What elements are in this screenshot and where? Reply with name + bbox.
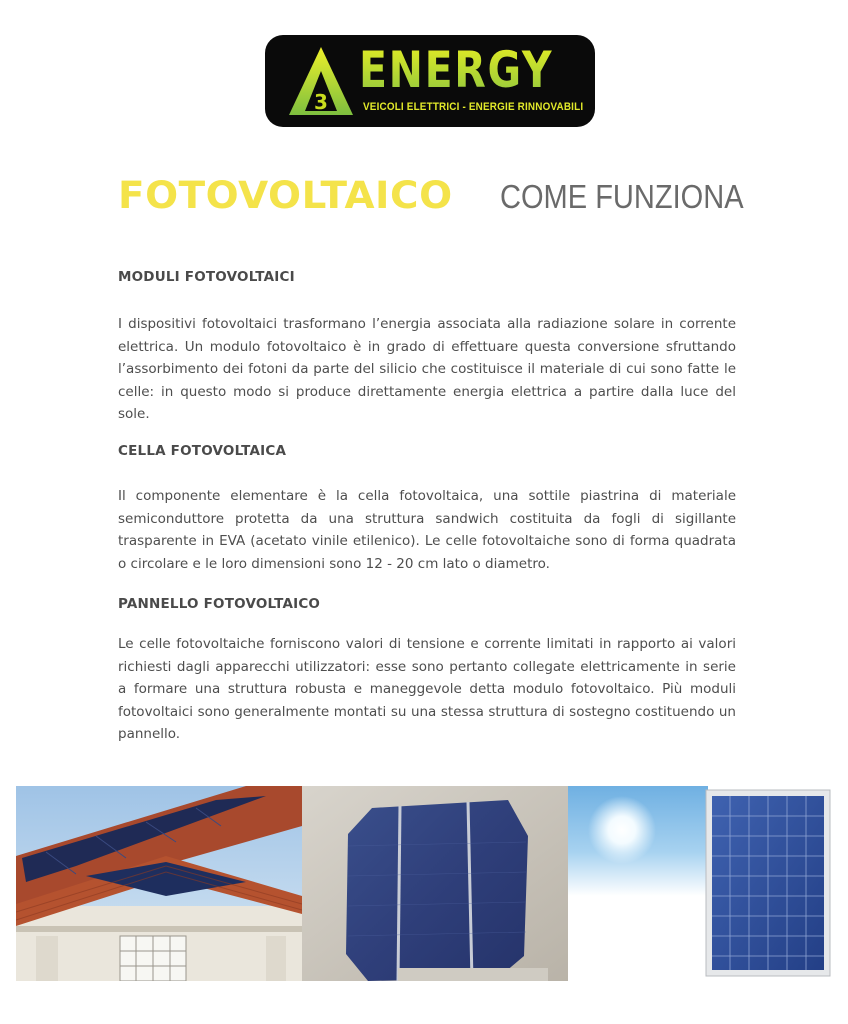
section-body-cella: Il componente elementare è la cella fotovoltaica, una sottile piastrina di materiale semiconduttore protetta da una struttura sandwich costituita da fogli di sigillante trasparente in EVA (acetato vinile etilenico). Le celle fotovoltaiche sono di forma quadrata o circolare e le loro dimensioni sono 12 - 20 cm lato o diametro. [118, 488, 736, 572]
page-title [118, 174, 744, 217]
section-heading-cella: CELLA FOTOVOLTAICA [118, 443, 287, 459]
section-heading-pannello: PANNELLO FOTOVOLTAICO [118, 596, 321, 612]
solar-panel-sky-photo [568, 786, 836, 981]
photo-strip [16, 786, 836, 981]
section-body-moduli: I dispositivi fotovoltaici trasformano l’energia associata alla radiazione solare in corrente elettrica. Un modulo fotovoltaico è in grado di effettuare questa conversione sfruttando l’assorbimento dei fotoni da parte del silicio che costituisce il materiale di cui sono fatte le celle: in questo modo si produce direttamente energia elettrica a partire dalla luce del sole. [118, 316, 736, 422]
energy-triangle-icon [287, 45, 355, 117]
svg-text:3: 3 [314, 90, 328, 114]
title-main: FOTOVOLTAICO [118, 174, 453, 217]
brand-logo [265, 35, 595, 127]
logo-brand-text: ENERGY [359, 41, 554, 99]
section-heading-moduli: MODULI FOTOVOLTAICI [118, 269, 295, 285]
logo-tagline: VEICOLI ELETTRICI - ENERGIE RINNOVABILI [363, 101, 584, 113]
title-sub: COME FUNZIONA [500, 178, 744, 215]
house-roof-photo [16, 786, 302, 981]
solar-cell-photo [302, 786, 568, 981]
section-body-pannello: Le celle fotovoltaiche forniscono valori di tensione e corrente limitati in rapporto ai valori richiesti dagli apparecchi utilizzatori: esse sono pertanto collegate elettricamente in serie a formare una struttura robusta e maneggevole detta modulo fotovoltaico. Più moduli fotovoltaici sono generalmente montati su una stessa struttura di sostegno costituendo un pannello. [118, 636, 736, 742]
